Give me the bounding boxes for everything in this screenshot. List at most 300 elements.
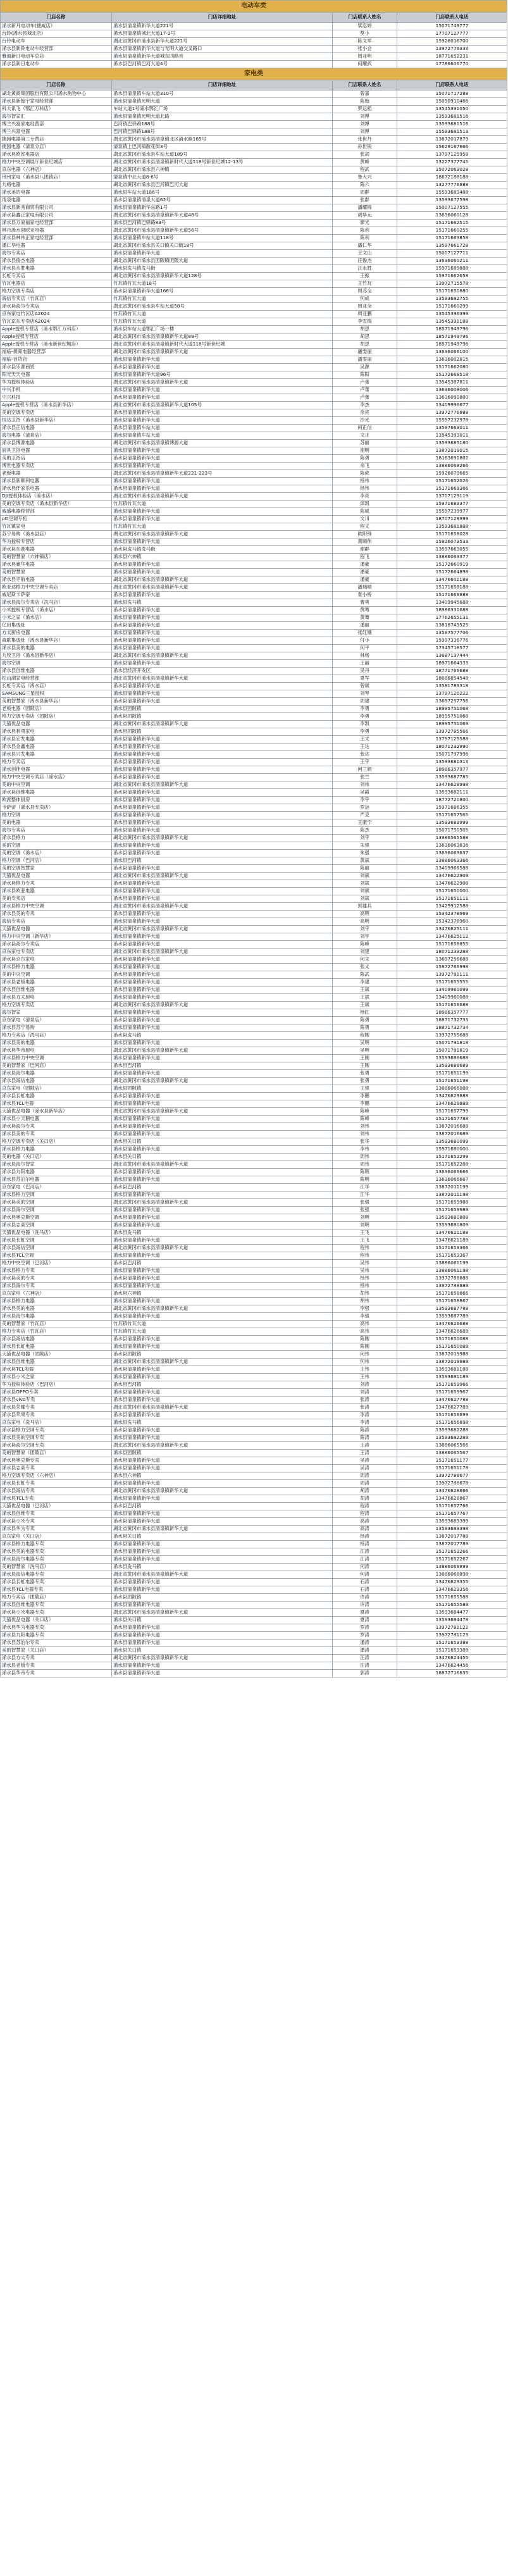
store-address: 浠水县清泉镇新华大道 <box>112 1670 333 1677</box>
table-row <box>1 296 507 303</box>
store-address: 竹瓦镇竹瓦大道 <box>112 296 333 303</box>
store-name: 浠水县博源电器 <box>1 440 112 447</box>
store-name: 浠水县新铃电动车经营部 <box>1 46 112 53</box>
store-address: 浠水县清泉镇车站大道118号 <box>112 235 333 242</box>
contact-name: 夏涛 <box>333 1617 397 1624</box>
store-name: 浠水县创维电器 <box>1 1359 112 1366</box>
contact-phone: 13636090800 <box>397 394 507 402</box>
contact-phone: 13872019988 <box>397 1351 507 1359</box>
store-name: 竹瓦镇家电 <box>1 523 112 531</box>
contact-name: 汪永胜 <box>333 265 397 273</box>
store-name: 厨具卫浴电器 <box>1 447 112 455</box>
contact-phone: 18163691802 <box>397 455 507 463</box>
store-address: 浠水县清泉镇新华大道 <box>112 508 333 516</box>
store-name: 浠水县欧泓电器店 <box>1 151 112 159</box>
contact-phone: 15071791818 <box>397 1040 507 1047</box>
contact-name: 潘仁华 <box>333 242 397 250</box>
contact-phone: 15629167666 <box>397 144 507 151</box>
contact-name: 杨红 <box>333 1009 397 1017</box>
store-name: 天猫优品电器 <box>1 721 112 728</box>
contact-phone: 13593682288 <box>397 1427 507 1434</box>
store-name: 九格电器 <box>1 182 112 189</box>
contact-name: 张勇 <box>333 1070 397 1078</box>
store-name: 捷园电器第二专营店 <box>1 136 112 144</box>
contact-name: 潘涛 <box>333 1640 397 1647</box>
contact-name: 吴涛 <box>333 1457 397 1465</box>
table-row <box>1 1161 507 1169</box>
store-name: 欧派整体厨房 <box>1 797 112 804</box>
table-row <box>1 1533 507 1541</box>
contact-phone: 13972788888 <box>397 1275 507 1283</box>
store-name: 林丹浠水县欧亚电器 <box>1 227 112 235</box>
contact-name: 陈明 <box>333 1176 397 1184</box>
store-name: 浠水县长虹电器 <box>1 1093 112 1100</box>
store-address: 浠水县清泉镇新华大道 <box>112 1640 333 1647</box>
contact-phone: 13593681189 <box>397 1374 507 1381</box>
contact-name: 何文 <box>333 956 397 964</box>
store-name: 美的智慧家（巴河店） <box>1 1062 112 1070</box>
contact-name: 李强 <box>333 1313 397 1321</box>
table-row <box>1 1472 507 1480</box>
store-name: 浠水县金鑫电器 <box>1 744 112 751</box>
contact-name: 吴明 <box>333 1040 397 1047</box>
store-address: 浠水县清泉镇新华大道 <box>112 1283 333 1290</box>
store-name: 浠水县苹果专卖 <box>1 1412 112 1419</box>
store-address: 浠水县关口镇 <box>112 1138 333 1146</box>
contact-phone: 15171651198 <box>397 1078 507 1085</box>
contact-name: 陈峰 <box>333 941 397 949</box>
contact-name: 曹爽 <box>333 599 397 607</box>
store-name: 美的智慧家（浠水县新华店） <box>1 698 112 706</box>
table-row <box>1 1579 507 1586</box>
contact-phone: 13886068266 <box>397 463 507 470</box>
store-name: 中兴科技 <box>1 394 112 402</box>
store-name: 九牧卫浴（浠水县新华店） <box>1 652 112 660</box>
contact-phone: 15171657788 <box>397 1116 507 1123</box>
store-name: 浠水县美的电器专卖 <box>1 1548 112 1556</box>
contact-name: 杨伟 <box>333 1283 397 1290</box>
contact-phone: 13593689999 <box>397 819 507 827</box>
contact-name: 周伟 <box>333 1161 397 1169</box>
contact-name: 吴霞 <box>333 789 397 797</box>
contact-phone: 13707129119 <box>397 493 507 501</box>
table-row <box>1 1002 507 1009</box>
section-title-cell: 家电类 <box>1 68 507 80</box>
store-name: 浠水县志高专卖 <box>1 1465 112 1472</box>
store-name: 威尼斯卡萨帝 <box>1 592 112 599</box>
table-row <box>1 1245 507 1252</box>
contact-phone: 13429912588 <box>397 903 507 911</box>
contact-name: 张强 <box>333 1207 397 1214</box>
store-name: 浠水县TCL空调 <box>1 1252 112 1260</box>
contact-phone: 13227377745 <box>397 159 507 166</box>
store-name: 浠水县兴发电器 <box>1 751 112 759</box>
store-address: 浠水县清泉镇新华大道 <box>112 592 333 599</box>
contact-phone: 15171668888 <box>397 592 507 599</box>
contact-phone: 15171658855 <box>397 941 507 949</box>
table-row <box>1 1267 507 1275</box>
table-row <box>1 1366 507 1374</box>
store-name: 美的空调（浠水店） <box>1 850 112 857</box>
contact-name: 卢蕾 <box>333 394 397 402</box>
store-name: 浠水县格力电器 <box>1 1298 112 1305</box>
table-row <box>1 432 507 440</box>
column-header: 门店名称 <box>1 13 112 23</box>
contact-name: 罗运 <box>333 804 397 812</box>
store-address: 浠水县清泉镇新华大道 <box>112 1556 333 1564</box>
contact-name: 卢蕾 <box>333 387 397 394</box>
store-name: 浠水县九阳电器专卖 <box>1 1632 112 1640</box>
table-row <box>1 379 507 387</box>
contact-name: 高涛 <box>333 1518 397 1526</box>
table-row <box>1 1480 507 1488</box>
contact-name: 杨伟 <box>333 478 397 485</box>
store-address: 浠水县清泉镇新华大道 <box>112 356 333 364</box>
store-name: 天猫优品电器（巴河店） <box>1 1503 112 1510</box>
store-address: 浠水县清泉镇新华大道 <box>112 964 333 971</box>
contact-phone: 15172660919 <box>397 561 507 569</box>
table-row <box>1 1229 507 1237</box>
table-row <box>1 1154 507 1161</box>
store-address: 浠水县洗马镇 <box>112 599 333 607</box>
contact-name: 张达 <box>333 751 397 759</box>
contact-name: 周苏全 <box>333 288 397 296</box>
store-address: 湖北省黄冈市浠水县清泉镇新华大道128号 <box>112 273 333 280</box>
contact-phone: 13593684477 <box>397 1609 507 1617</box>
store-name: 浠水县华帝专卖 <box>1 1670 112 1677</box>
table-row <box>1 204 507 212</box>
store-name: 京东家电（六神店） <box>1 1290 112 1298</box>
store-address: 浠水县清泉镇新华大道 <box>112 850 333 857</box>
store-address: 浠水县清泉镇新华大道 <box>112 561 333 569</box>
contact-phone: 13886068898 <box>397 1571 507 1579</box>
contact-name: 王飞 <box>333 1229 397 1237</box>
store-name: 竹瓦电器店 <box>1 280 112 288</box>
contact-name: 王飞 <box>333 1237 397 1245</box>
table-row <box>1 46 507 53</box>
store-name: 美的专卖店 <box>1 895 112 903</box>
store-address: 湖北省黄冈市浠水县清泉镇新华大道88号 <box>112 333 333 341</box>
contact-name: 严克 <box>333 812 397 819</box>
store-address: 浠水县清泉镇新华大道 <box>112 1275 333 1283</box>
table-row <box>1 774 507 781</box>
contact-phone: 13872019015 <box>397 447 507 455</box>
table-row <box>1 1617 507 1624</box>
store-name: 海尔智家 <box>1 1009 112 1017</box>
contact-phone: 18571949796 <box>397 326 507 333</box>
table-row <box>1 1419 507 1427</box>
store-name: 格力专卖店 <box>1 759 112 766</box>
store-name: 浠水县vivo专卖 <box>1 1397 112 1404</box>
store-address: 浠水县巴河镇 <box>112 857 333 865</box>
store-list-body <box>1 1 507 1677</box>
store-address: 湖北省黄冈市浠水县清泉镇新华大道 <box>112 873 333 880</box>
contact-name: 石涛 <box>333 1579 397 1586</box>
contact-name: 张兰 <box>333 774 397 781</box>
store-address: 浠水县清泉镇新华大道 <box>112 941 333 949</box>
store-name: 松山湖家电经营部 <box>1 675 112 683</box>
table-row <box>1 1305 507 1313</box>
store-address: 浠水县清泉镇新华大道 <box>112 478 333 485</box>
contact-name: 王斌 <box>333 994 397 1002</box>
store-name: 海信专卖店 <box>1 918 112 926</box>
contact-phone: 13545391050 <box>397 106 507 113</box>
store-name: 浠水县华为电器专卖 <box>1 1624 112 1632</box>
store-name: 台铃电动车 <box>1 38 112 46</box>
table-row <box>1 1138 507 1146</box>
contact-name: 鲁大兴 <box>333 174 397 182</box>
store-name: 美的智慧家（关口店） <box>1 1647 112 1655</box>
contact-name: 李勇 <box>333 706 397 713</box>
table-row <box>1 1602 507 1609</box>
contact-phone: 15171655589 <box>397 1602 507 1609</box>
store-address: 清泉镇上巴河镇散花街3号 <box>112 144 333 151</box>
table-row <box>1 128 507 136</box>
store-address: 湖北省黄冈市浠水县清泉镇新华大道 <box>112 1002 333 1009</box>
contact-phone: 13409996677 <box>397 402 507 409</box>
store-name: 浠水县东湖电器 <box>1 546 112 554</box>
store-address: 竹瓦镇竹瓦大道 <box>112 311 333 318</box>
store-address: 浠水县清泉镇新华大道 <box>112 888 333 895</box>
store-address: 湖北省黄冈市浠水县清泉镇新华大道 <box>112 1199 333 1207</box>
store-address: 浠水县清泉镇新华大道 <box>112 797 333 804</box>
table-row <box>1 1146 507 1154</box>
contact-name: 汪涛 <box>333 1655 397 1662</box>
store-name: 海尔专卖店 <box>1 827 112 835</box>
store-address: 浠水县清泉镇新华大道 <box>112 1222 333 1229</box>
contact-phone: 18986357977 <box>397 766 507 774</box>
table-row <box>1 1131 507 1138</box>
table-row <box>1 850 507 857</box>
store-address: 浠水县清泉镇新华大道 <box>112 1518 333 1526</box>
contact-name: 张群 <box>333 197 397 204</box>
store-address: 浠水县清泉镇光明大道 <box>112 98 333 106</box>
store-address: 浠水县清泉镇新华大道 <box>112 1100 333 1108</box>
table-row <box>1 265 507 273</box>
contact-phone: 15171660255 <box>397 227 507 235</box>
contact-phone: 13636060211 <box>397 258 507 265</box>
store-address: 浠水县洗马镇 <box>112 1032 333 1040</box>
table-row <box>1 212 507 220</box>
store-address: 浠水县清泉镇新华大道 <box>112 569 333 576</box>
table-row <box>1 1024 507 1032</box>
table-row <box>1 273 507 280</box>
store-name: 美的智慧家（竹瓦店） <box>1 1321 112 1328</box>
store-name: 浠水县海信电器 <box>1 1078 112 1085</box>
contact-name: 陈刚 <box>333 1343 397 1351</box>
contact-phone: 13872017789 <box>397 1541 507 1548</box>
store-name: 浠水县格力电器 <box>1 964 112 971</box>
contact-phone: 15171651111 <box>397 895 507 903</box>
contact-name: 程武 <box>333 166 397 174</box>
table-row <box>1 1632 507 1640</box>
store-address: 浠水县清泉镇新华大道 <box>112 1070 333 1078</box>
contact-phone: 13636066667 <box>397 1176 507 1184</box>
store-name: 浠水县海尔电器 <box>1 1070 112 1078</box>
store-address: 浠水县清泉镇新华大道 <box>112 1252 333 1260</box>
store-name: 浠水县奥克斯空调 <box>1 1214 112 1222</box>
contact-name: 程文 <box>333 523 397 531</box>
table-row <box>1 1100 507 1108</box>
table-row <box>1 326 507 333</box>
contact-name: 胡思 <box>333 333 397 341</box>
store-address: 浠水县巴河镇巴河大道4号 <box>112 61 333 68</box>
contact-name: 付小 <box>333 637 397 645</box>
table-row <box>1 1298 507 1305</box>
store-name: 格力中央空调专卖店（浠水店） <box>1 774 112 781</box>
store-address: 湖北省黄冈市浠水县清泉镇新华大道221-223号 <box>112 470 333 478</box>
store-name: 中兴手机 <box>1 387 112 394</box>
contact-phone: 13593687785 <box>397 774 507 781</box>
contact-phone: 18986357777 <box>397 1009 507 1017</box>
table-row <box>1 1624 507 1632</box>
store-address: 浠水县清泉镇新华大道 <box>112 622 333 630</box>
contact-phone: 15171650000 <box>397 888 507 895</box>
table-row <box>1 569 507 576</box>
table-row <box>1 645 507 652</box>
contact-name: 朱强 <box>333 850 397 857</box>
contact-name: 李鹏 <box>333 1100 397 1108</box>
store-name: 浠水县小米之家 <box>1 1374 112 1381</box>
contact-phone: 13476629888 <box>397 1093 507 1100</box>
contact-phone: 15171657767 <box>397 1510 507 1518</box>
store-address: 湖北省黄冈市浠水县清泉镇新华大道 <box>112 531 333 538</box>
store-address: 湖北省黄冈市浠水县清泉镇新华大道 <box>112 835 333 842</box>
contact-phone: 13409960099 <box>397 986 507 994</box>
contact-name: 王伟 <box>333 1366 397 1374</box>
contact-name: 余飞 <box>333 463 397 470</box>
store-name: 浠水县仟家乐电器 <box>1 485 112 493</box>
contact-name: 欧阳锋 <box>333 531 397 538</box>
store-address: 浠水县洗马镇 <box>112 1564 333 1571</box>
contact-name: 刘宇 <box>333 933 397 941</box>
store-address: 浠水县关口镇 <box>112 1154 333 1161</box>
table-row <box>1 1541 507 1548</box>
store-name: 科大讯飞（鄂汇万科店） <box>1 106 112 113</box>
contact-phone: 15971683377 <box>397 501 507 508</box>
store-name: 美的空调智慧家 <box>1 865 112 873</box>
store-name: 浠水县格力 <box>1 835 112 842</box>
store-name: 天猫优品电器 <box>1 873 112 880</box>
contact-phone: 15171655555 <box>397 979 507 986</box>
contact-phone: 18772720800 <box>397 797 507 804</box>
contact-name: 胡华元 <box>333 212 397 220</box>
store-address: 湖北省黄冈市浠水县车站大道58号 <box>112 303 333 311</box>
store-address: 浠水县清泉镇新华大道 <box>112 736 333 744</box>
contact-name: 许涛 <box>333 1602 397 1609</box>
contact-name: 陈丽 <box>333 865 397 873</box>
contact-phone: 13872017788 <box>397 1533 507 1541</box>
table-row <box>1 387 507 394</box>
store-address: 浠水县清泉镇新华大道 <box>112 607 333 614</box>
store-address: 浠水县清泉镇新华大道 <box>112 1541 333 1548</box>
store-name: 浠水县美的电器 <box>1 645 112 652</box>
store-name: 浠水县格力电器专卖 <box>1 1541 112 1548</box>
store-name: 浠水县海信电器 <box>1 1336 112 1343</box>
store-address: 浠水县清泉镇新华大道 <box>112 956 333 964</box>
contact-phone: 13593684478 <box>397 1617 507 1624</box>
contact-name: 刘博 <box>333 128 397 136</box>
table-row <box>1 1252 507 1260</box>
store-name: 京东家电（关口店） <box>1 1533 112 1541</box>
contact-name: 刘明 <box>333 1214 397 1222</box>
store-address: 竹瓦镇竹瓦大道18号 <box>112 280 333 288</box>
contact-phone: 13886061198 <box>397 1267 507 1275</box>
store-name: 美的电器 <box>1 819 112 827</box>
store-name: 浠水县创维电器 <box>1 986 112 994</box>
table-row <box>1 690 507 698</box>
column-header: 门店详细地址 <box>112 13 333 23</box>
table-row <box>1 303 507 311</box>
store-name: 浠水县新秀商贸有限公司 <box>1 204 112 212</box>
table-row <box>1 812 507 819</box>
store-name: 浠水新月电动车(捷威店） <box>1 23 112 30</box>
store-address: 湖北省黄冈市浠水县清泉镇新华大道 <box>112 721 333 728</box>
contact-phone: 13409960088 <box>397 994 507 1002</box>
table-row <box>1 751 507 759</box>
table-row <box>1 1085 507 1093</box>
contact-name: 何涛 <box>333 1571 397 1579</box>
table-row <box>1 1381 507 1389</box>
contact-phone: 15171659988 <box>397 1199 507 1207</box>
table-row <box>1 220 507 227</box>
table-row <box>1 797 507 804</box>
contact-phone: 13872017879 <box>397 136 507 144</box>
store-address: 浠水县清泉镇新华大道 <box>112 637 333 645</box>
contact-phone: 15171662080 <box>397 364 507 371</box>
contact-name: 刘斌 <box>333 888 397 895</box>
store-name: 天猫优品电器 <box>1 926 112 933</box>
store-address: 湖北省黄冈市浠水县清泉镇新华大道 <box>112 1442 333 1450</box>
store-name: 浠水县TCL电器 <box>1 1100 112 1108</box>
store-name: 威盛电器经营部 <box>1 508 112 516</box>
column-header: 门店联系人电话 <box>397 80 507 90</box>
store-name: 浠水县欧亚电器 <box>1 888 112 895</box>
store-name: 浠水县海尔专卖 <box>1 1123 112 1131</box>
store-name: Apple授权专营店（浠水鄂汇万科店） <box>1 326 112 333</box>
store-name: 浠水县鑫正家电有限公司 <box>1 212 112 220</box>
store-address: 浠水县清泉镇新华大道 <box>112 455 333 463</box>
table-row <box>1 683 507 690</box>
contact-phone: 13593681516 <box>397 121 507 128</box>
contact-name: 朱强 <box>333 842 397 850</box>
table-row <box>1 1434 507 1442</box>
contact-name: 刘伟 <box>333 1123 397 1131</box>
contact-phone: 15171652299 <box>397 1154 507 1161</box>
table-row <box>1 1518 507 1526</box>
store-address: 浠水县清泉镇新华大道 <box>112 1207 333 1214</box>
table-row <box>1 189 507 197</box>
store-name: 小米之家（浠水店） <box>1 614 112 622</box>
store-address: 浠水县清泉镇新华大道 <box>112 1586 333 1594</box>
contact-name: 周亚明 <box>333 53 397 61</box>
contact-name: 陈勇 <box>333 1024 397 1032</box>
store-name: 台铃(浠水县城北店) <box>1 30 112 38</box>
store-address: 浠水县清泉镇新华大道 <box>112 1602 333 1609</box>
store-name: 欧亚达格力中央空调专卖店 <box>1 584 112 592</box>
store-address: 竹瓦镇竹瓦大道 <box>112 1321 333 1328</box>
table-row <box>1 1404 507 1412</box>
table-row <box>1 1184 507 1192</box>
contact-phone: 15171659966 <box>397 1381 507 1389</box>
store-address: 浠水县清泉镇新华大道 <box>112 895 333 903</box>
contact-name: 高明 <box>333 918 397 926</box>
contact-phone: 13636002815 <box>397 356 507 364</box>
store-name: 美的中央空调 <box>1 971 112 979</box>
contact-phone: 13636063636 <box>397 842 507 850</box>
contact-phone: 15171650088 <box>397 1336 507 1343</box>
table-row <box>1 789 507 797</box>
